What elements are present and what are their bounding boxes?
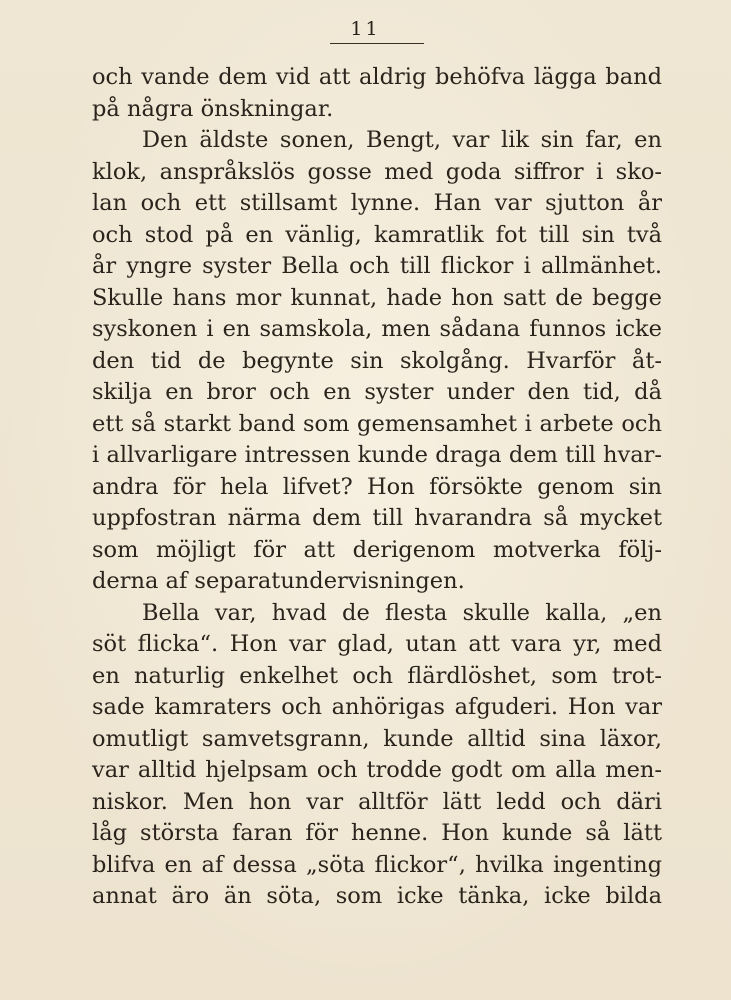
text-line: söt flicka“. Hon var glad, utan att vara yr, med bbox=[92, 631, 662, 657]
text-line: sade kamraters och anhörigas afguderi. Hon var bbox=[92, 694, 662, 720]
text-line: skilja en bror och en syster under den tid, då bbox=[92, 379, 662, 405]
text-line: en naturlig enkelhet och flärdlöshet, som trot- bbox=[92, 662, 662, 689]
text-line: klok, anspråkslös gosse med goda siffror i sko- bbox=[92, 158, 662, 185]
text-line: år yngre syster Bella och till flickor i allmänhet. bbox=[92, 253, 662, 279]
text-line: annat äro än söta, som icke tänka, icke bilda bbox=[92, 883, 662, 909]
text-line: var alltid hjelpsam och trodde godt om alla men- bbox=[92, 757, 662, 783]
text-line: niskor. Men hon var alltför lätt ledd och däri bbox=[92, 788, 662, 815]
text-line: andra för hela lifvet? Hon försökte genom sin bbox=[92, 473, 662, 500]
text-line: och vande dem vid att aldrig behöfva lägga band bbox=[92, 64, 662, 90]
text-line: och stod på en vänlig, kamratlik fot till sin två bbox=[92, 221, 662, 248]
text-line: derna af separatundervisningen. bbox=[92, 568, 465, 594]
text-line: lan och ett stillsamt lynne. Han var sjutton år bbox=[92, 190, 662, 216]
body-text bbox=[92, 62, 662, 913]
text-line: på några önskningar. bbox=[92, 95, 334, 122]
text-line: låg största faran för henne. Hon kunde så lätt bbox=[92, 820, 662, 846]
text-line: ett så starkt band som gemensamhet i arbete och bbox=[92, 410, 662, 437]
page-number: 11 bbox=[350, 18, 381, 40]
text-line: Skulle hans mor kunnat, hade hon satt de begge bbox=[92, 284, 662, 311]
text-line: blifva en af dessa „söta flickor“, hvilka ingenting bbox=[92, 851, 662, 878]
text-line: Bella var, hvad de flesta skulle kalla, „en bbox=[142, 599, 662, 626]
text-line: i allvarligare intressen kunde draga dem till hvar- bbox=[92, 442, 662, 468]
text-line: Den äldste sonen, Bengt, var lik sin far, en bbox=[142, 127, 662, 153]
text-line: den tid de begynte sin skolgång. Hvarför åt- bbox=[92, 347, 662, 374]
text-line: uppfostran närma dem till hvarandra så mycket bbox=[92, 505, 662, 531]
text-line: som möjligt för att derigenom motverka följ- bbox=[92, 536, 662, 563]
text-line: omutligt samvetsgrann, kunde alltid sina läxor, bbox=[92, 725, 662, 752]
header-rule bbox=[330, 43, 424, 44]
text-line: syskonen i en samskola, men sådana funnos icke bbox=[92, 316, 662, 342]
